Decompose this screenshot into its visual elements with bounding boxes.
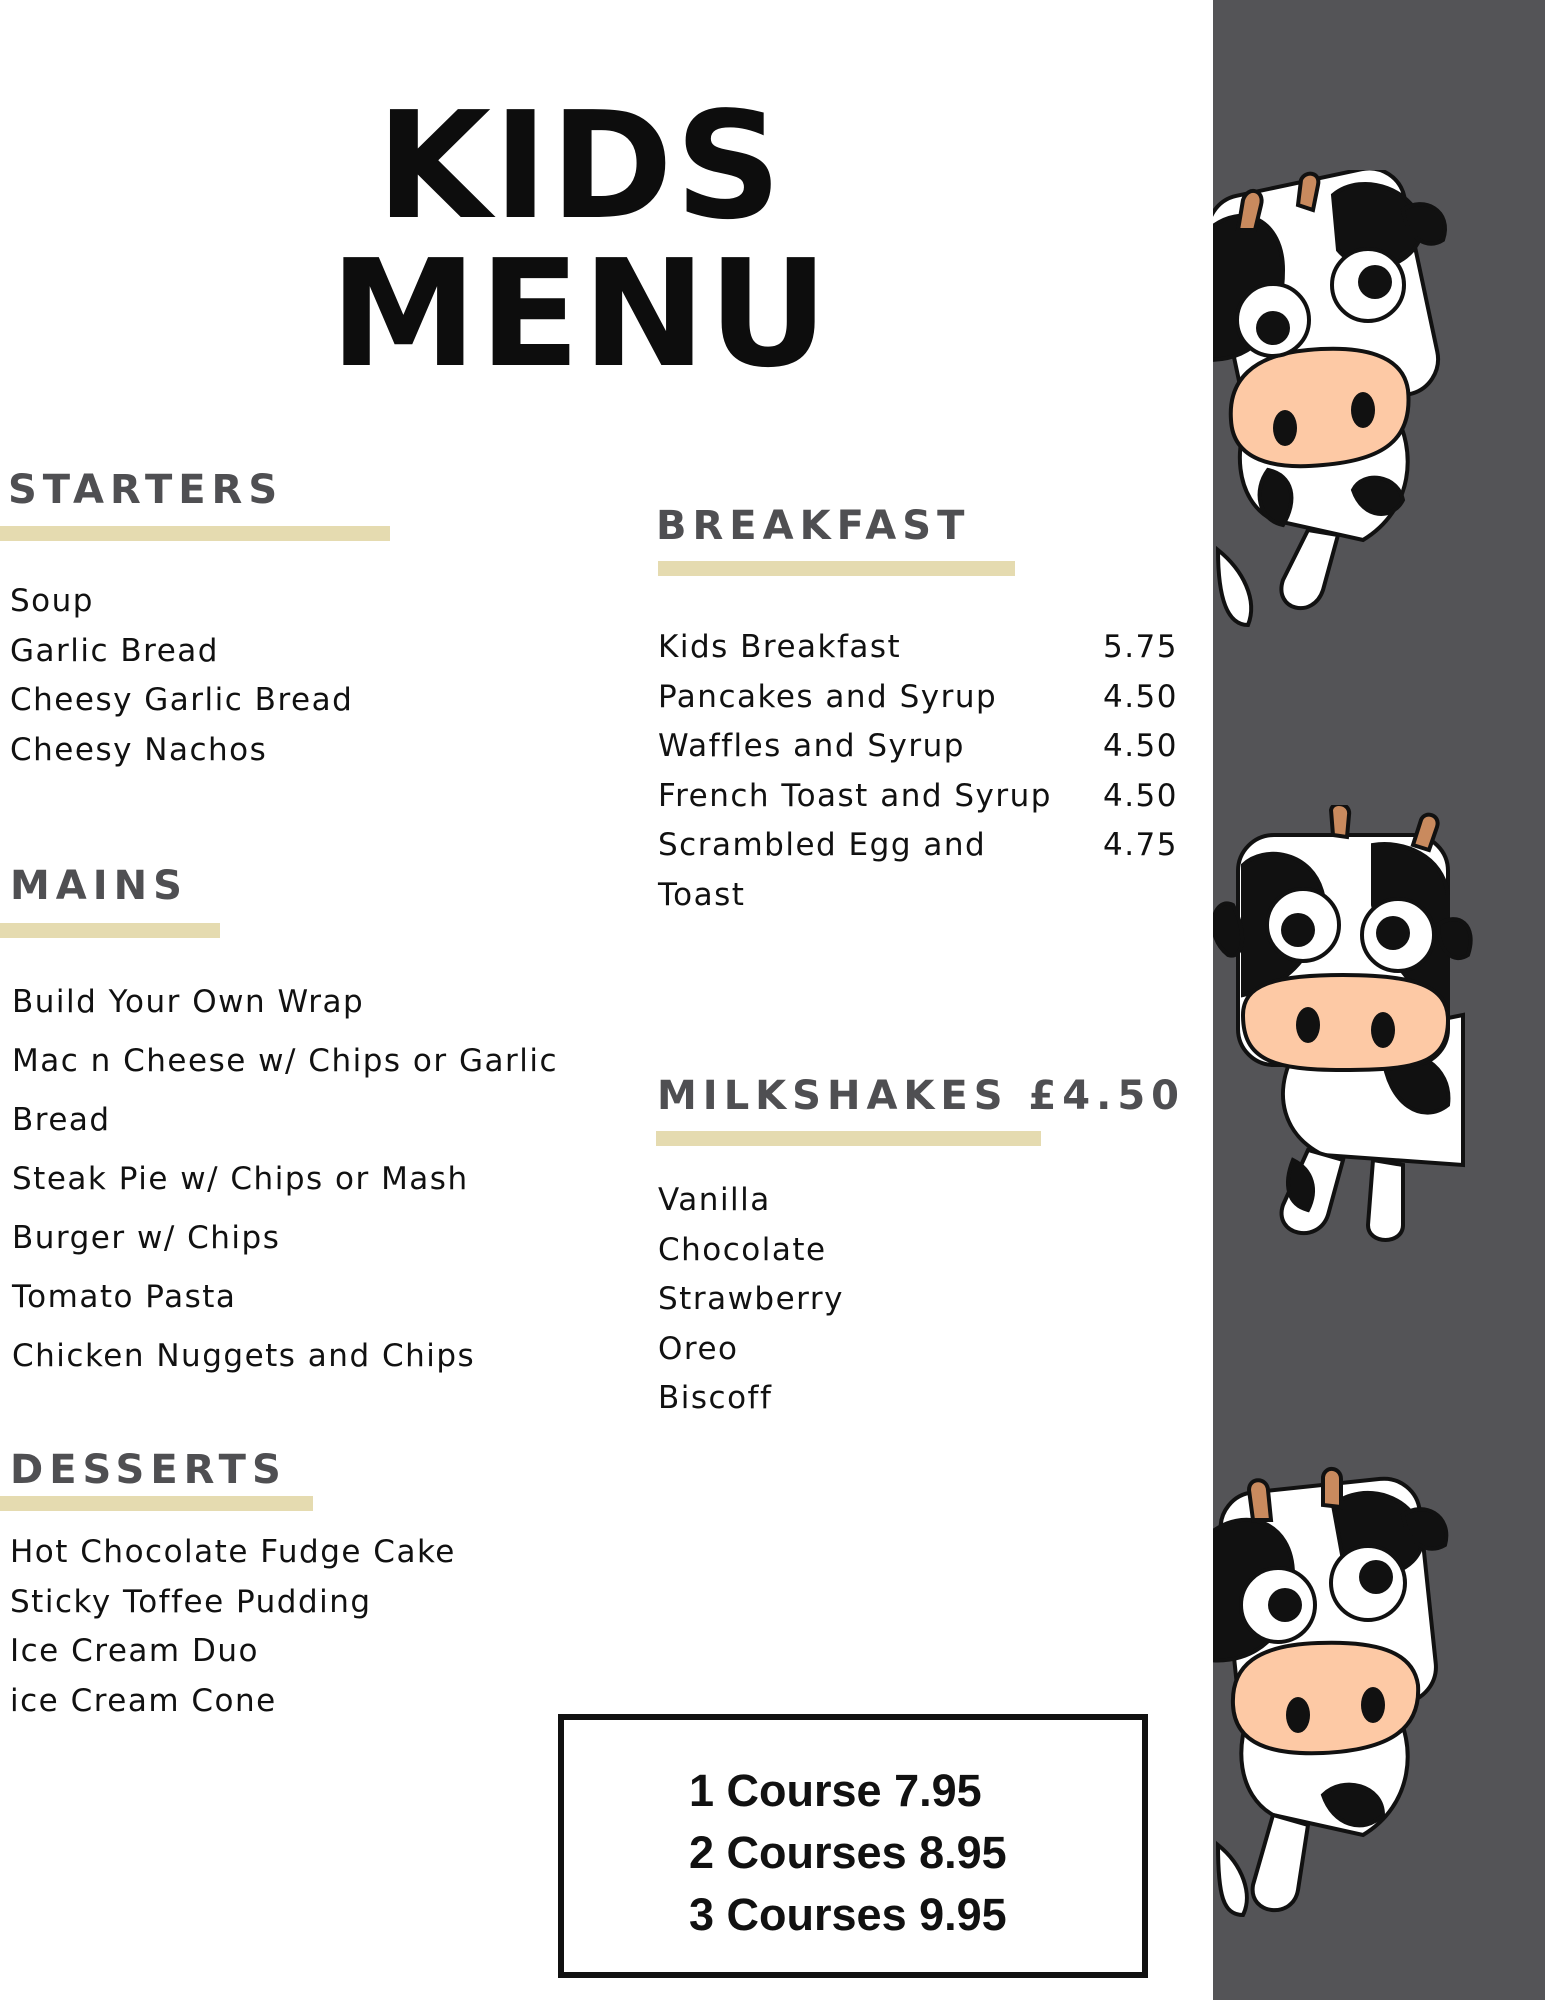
list-item: Biscoff <box>658 1380 773 1416</box>
breakfast-item-price: 4.75 <box>1102 827 1178 863</box>
starters-heading: STARTERS <box>8 467 284 513</box>
cow-cartoon-icon <box>1213 805 1473 1275</box>
list-item: Sticky Toffee Pudding <box>10 1583 372 1620</box>
course-price-box <box>558 1714 1148 1978</box>
list-item: Tomato Pasta <box>12 1279 237 1315</box>
list-item <box>658 722 1178 772</box>
mains-heading: MAINS <box>10 863 188 909</box>
milkshakes-heading: MILKSHAKES £4.50 <box>657 1073 1185 1119</box>
list-item: Chocolate <box>658 1231 827 1268</box>
list-item <box>658 673 1178 723</box>
breakfast-item-price: 4.50 <box>1102 678 1178 715</box>
cow-cartoon-icon <box>1213 170 1473 640</box>
list-item: ice Cream Cone <box>10 1682 277 1719</box>
breakfast-list <box>658 623 1178 920</box>
list-item: Strawberry <box>658 1281 844 1317</box>
breakfast-item-price: 4.50 <box>1102 777 1178 814</box>
page-title-line-1: KIDS <box>376 80 784 252</box>
milkshakes-list <box>658 1176 844 1424</box>
breakfast-item-price: 5.75 <box>1102 629 1178 665</box>
list-item: Bread <box>12 1102 111 1138</box>
list-item: Garlic Bread <box>10 632 219 669</box>
list-item <box>658 772 1178 822</box>
mains-list <box>12 973 558 1386</box>
breakfast-item-name: French Toast and Syrup <box>658 777 1052 814</box>
course-price: 1 Course 7.95 <box>689 1765 982 1816</box>
desserts-heading: DESSERTS <box>10 1447 287 1493</box>
list-item: Oreo <box>658 1330 739 1367</box>
breakfast-item-price: 4.50 <box>1102 728 1178 764</box>
list-item: Burger w/ Chips <box>12 1220 281 1256</box>
desserts-underline <box>0 1496 313 1511</box>
list-item <box>658 821 1178 920</box>
course-price: 3 Courses 9.95 <box>689 1889 1007 1940</box>
course-price-list <box>689 1760 1007 1946</box>
cow-cartoon-icon <box>1213 1465 1473 1935</box>
list-item: Chicken Nuggets and Chips <box>12 1338 476 1374</box>
list-item: Steak Pie w/ Chips or Mash <box>12 1161 469 1197</box>
list-item <box>658 623 1178 673</box>
starters-list <box>10 577 353 775</box>
milkshakes-underline <box>656 1131 1041 1146</box>
list-item: Soup <box>10 583 94 619</box>
list-item: Ice Cream Duo <box>10 1633 259 1669</box>
list-item: Cheesy Garlic Bread <box>10 682 354 718</box>
list-item: Cheesy Nachos <box>10 731 268 768</box>
breakfast-item-name: Kids Breakfast <box>658 629 902 665</box>
list-item: Mac n Cheese w/ Chips or Garlic <box>12 1043 558 1079</box>
breakfast-heading: BREAKFAST <box>656 503 971 549</box>
course-price: 2 Courses 8.95 <box>689 1827 1007 1878</box>
mains-underline <box>0 923 220 938</box>
starters-underline <box>0 526 390 541</box>
page-title-line-2: MENU <box>329 228 831 400</box>
breakfast-underline <box>658 561 1015 576</box>
breakfast-item-name: Pancakes and Syrup <box>658 678 998 715</box>
list-item: Build Your Own Wrap <box>12 984 365 1020</box>
list-item: Vanilla <box>658 1182 771 1218</box>
desserts-list <box>10 1528 456 1726</box>
list-item: Hot Chocolate Fudge Cake <box>10 1534 456 1570</box>
breakfast-item-name: Waffles and Syrup <box>658 728 965 764</box>
breakfast-item-name: Scrambled Egg and Toast <box>658 827 987 913</box>
